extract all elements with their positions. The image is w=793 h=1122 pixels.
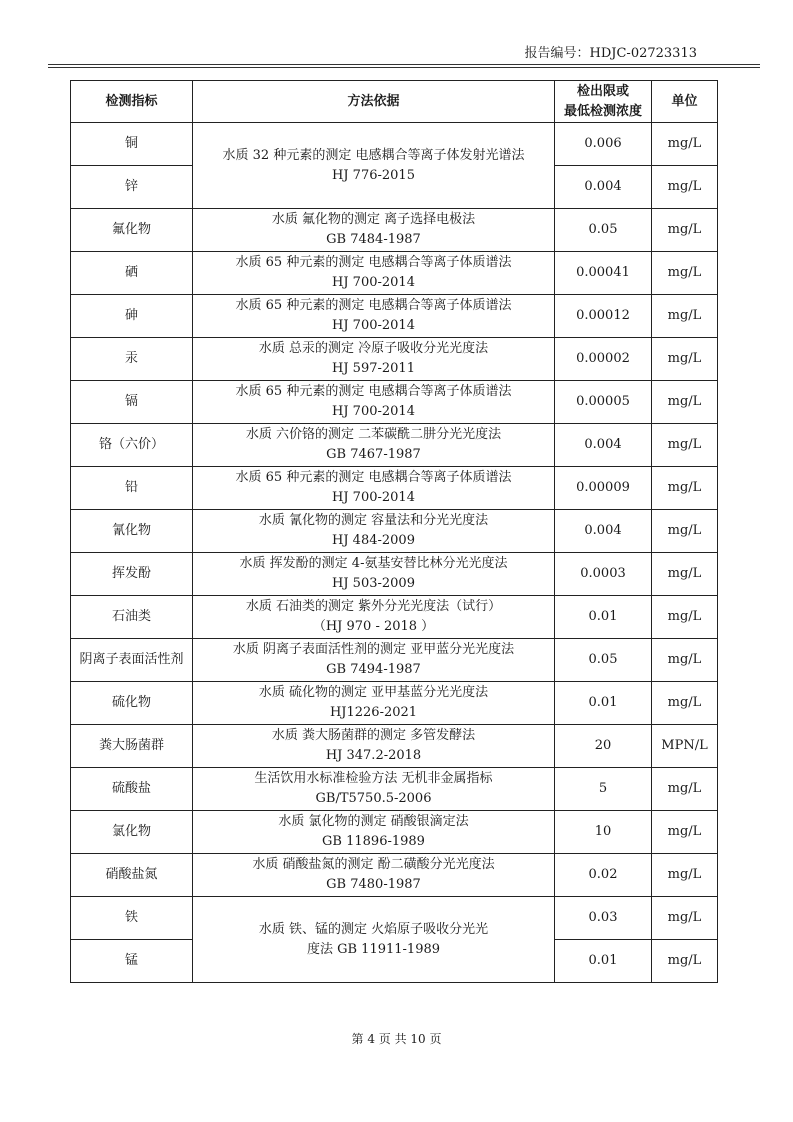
method-cell	[193, 897, 555, 983]
limit-cell: 0.004	[555, 166, 652, 209]
table-row	[71, 639, 718, 682]
method-line1: 水质 石油类的测定 紫外分光光度法（试行）	[245, 599, 502, 614]
table-row	[71, 811, 718, 854]
page-footer: 第 4 页 共 10 页	[351, 1032, 442, 1046]
method-line2: HJ 503-2009	[332, 576, 415, 591]
report-number: 报告编号：HDJC-02723313	[524, 46, 697, 61]
unit-cell: mg/L	[652, 510, 718, 553]
table-row	[71, 682, 718, 725]
table-row	[71, 252, 718, 295]
method-cell	[193, 811, 555, 854]
method-cell	[193, 596, 555, 639]
indicator-cell: 粪大肠菌群	[71, 725, 193, 768]
indicator-cell: 铜	[71, 123, 193, 166]
method-line1: 水质 六价铬的测定 二苯碳酰二肼分光光度法	[245, 427, 502, 442]
method-line2: GB 7467-1987	[326, 447, 421, 462]
method-line2: HJ 484-2009	[332, 533, 415, 548]
method-line2: HJ 700-2014	[332, 275, 415, 290]
table-row	[71, 596, 718, 639]
header-rule-top	[48, 64, 760, 65]
limit-cell: 10	[555, 811, 652, 854]
method-line1: 水质 粪大肠菌群的测定 多管发酵法	[271, 728, 476, 743]
method-line1: 水质 铁、锰的测定 火焰原子吸收分光光	[258, 921, 489, 937]
limit-cell: 0.01	[555, 682, 652, 725]
method-line2: HJ 776-2015	[332, 167, 415, 183]
method-line1: 水质 65 种元素的测定 电感耦合等离子体质谱法	[235, 384, 512, 399]
method-line2: GB/T5750.5-2006	[315, 791, 432, 806]
indicator-cell: 硫酸盐	[71, 768, 193, 811]
limit-cell: 20	[555, 725, 652, 768]
indicator-cell: 锌	[71, 166, 193, 209]
indicator-cell: 硫化物	[71, 682, 193, 725]
unit-cell: mg/L	[652, 768, 718, 811]
method-cell	[193, 682, 555, 725]
unit-cell: mg/L	[652, 295, 718, 338]
header-method: 方法依据	[193, 81, 555, 123]
method-line1: 水质 氯化物的测定 硝酸银滴定法	[278, 814, 469, 829]
method-line2: HJ 700-2014	[332, 318, 415, 333]
test-method-table	[70, 80, 718, 983]
method-cell	[193, 381, 555, 424]
indicator-cell: 氰化物	[71, 510, 193, 553]
table-row	[71, 725, 718, 768]
method-line2: HJ 597-2011	[332, 361, 415, 376]
method-line1: 水质 硝酸盐氮的测定 酚二磺酸分光光度法	[252, 857, 495, 872]
method-line2: GB 7484-1987	[326, 232, 421, 247]
table-row	[71, 381, 718, 424]
unit-cell: mg/L	[652, 467, 718, 510]
header-limit	[555, 81, 652, 123]
unit-cell: mg/L	[652, 940, 718, 983]
table-row	[71, 854, 718, 897]
method-line2: HJ1226-2021	[329, 705, 418, 720]
header-rule-bottom	[48, 67, 760, 68]
unit-cell: mg/L	[652, 596, 718, 639]
indicator-cell: 挥发酚	[71, 553, 193, 596]
method-line2: HJ 700-2014	[332, 490, 415, 505]
method-line1: 水质 32 种元素的测定 电感耦合等离子体发射光谱法	[222, 147, 525, 163]
indicator-cell: 汞	[71, 338, 193, 381]
limit-cell: 0.00041	[555, 252, 652, 295]
unit-cell: mg/L	[652, 424, 718, 467]
limit-cell: 0.00002	[555, 338, 652, 381]
table-row	[71, 424, 718, 467]
table-row	[71, 209, 718, 252]
unit-cell: mg/L	[652, 897, 718, 940]
method-line1: 水质 挥发酚的测定 4-氨基安替比林分光光度法	[239, 556, 508, 571]
indicator-cell: 镉	[71, 381, 193, 424]
table-header-row	[71, 81, 718, 123]
table-row	[71, 553, 718, 596]
method-cell	[193, 553, 555, 596]
method-cell	[193, 768, 555, 811]
table-row	[71, 510, 718, 553]
method-cell	[193, 209, 555, 252]
unit-cell: mg/L	[652, 639, 718, 682]
method-line1: 水质 氟化物的测定 离子选择电极法	[271, 212, 476, 227]
indicator-cell: 氯化物	[71, 811, 193, 854]
limit-cell: 0.01	[555, 940, 652, 983]
indicator-cell: 氟化物	[71, 209, 193, 252]
method-cell	[193, 854, 555, 897]
indicator-cell: 铁	[71, 897, 193, 940]
limit-cell: 0.05	[555, 639, 652, 682]
method-cell	[193, 639, 555, 682]
indicator-cell: 锰	[71, 940, 193, 983]
header-limit-line1: 检出限或	[576, 83, 629, 99]
header-unit: 单位	[652, 81, 718, 123]
table-row	[71, 467, 718, 510]
method-line1: 水质 65 种元素的测定 电感耦合等离子体质谱法	[235, 470, 512, 485]
method-cell	[193, 295, 555, 338]
unit-cell: mg/L	[652, 854, 718, 897]
limit-cell: 0.03	[555, 897, 652, 940]
header-indicator: 检测指标	[71, 81, 193, 123]
table-row	[71, 295, 718, 338]
method-line1: 水质 阴离子表面活性剂的测定 亚甲蓝分光光度法	[232, 642, 515, 657]
indicator-cell: 砷	[71, 295, 193, 338]
method-line1: 水质 65 种元素的测定 电感耦合等离子体质谱法	[235, 298, 512, 313]
table-row	[71, 123, 718, 166]
unit-cell: mg/L	[652, 338, 718, 381]
unit-cell: mg/L	[652, 209, 718, 252]
method-line1: 水质 65 种元素的测定 电感耦合等离子体质谱法	[235, 255, 512, 270]
method-cell	[193, 725, 555, 768]
method-line2: （HJ 970 - 2018 ）	[312, 619, 435, 634]
method-line2: 度法 GB 11911-1989	[306, 941, 441, 957]
indicator-cell: 铅	[71, 467, 193, 510]
limit-cell: 0.004	[555, 510, 652, 553]
method-cell	[193, 123, 555, 209]
header-limit-line2: 最低检测浓度	[563, 103, 642, 119]
limit-cell: 0.05	[555, 209, 652, 252]
limit-cell: 0.02	[555, 854, 652, 897]
method-line2: GB 7494-1987	[326, 662, 421, 677]
limit-cell: 0.01	[555, 596, 652, 639]
method-cell	[193, 252, 555, 295]
indicator-cell: 硒	[71, 252, 193, 295]
method-cell	[193, 510, 555, 553]
indicator-cell: 阴离子表面活性剂	[71, 639, 193, 682]
method-line2: GB 11896-1989	[322, 834, 425, 849]
method-cell	[193, 424, 555, 467]
unit-cell: MPN/L	[652, 725, 718, 768]
indicator-cell: 铬（六价）	[71, 424, 193, 467]
method-line1: 生活饮用水标准检验方法 无机非金属指标	[254, 771, 493, 786]
indicator-cell: 石油类	[71, 596, 193, 639]
method-cell	[193, 467, 555, 510]
table-row	[71, 897, 718, 940]
limit-cell: 0.00012	[555, 295, 652, 338]
limit-cell: 0.006	[555, 123, 652, 166]
method-line2: GB 7480-1987	[326, 877, 421, 892]
limit-cell: 0.00009	[555, 467, 652, 510]
method-line1: 水质 硫化物的测定 亚甲基蓝分光光度法	[258, 685, 489, 700]
limit-cell: 5	[555, 768, 652, 811]
unit-cell: mg/L	[652, 682, 718, 725]
table-row	[71, 338, 718, 381]
limit-cell: 0.00005	[555, 381, 652, 424]
limit-cell: 0.004	[555, 424, 652, 467]
method-line1: 水质 氰化物的测定 容量法和分光光度法	[258, 513, 489, 528]
unit-cell: mg/L	[652, 252, 718, 295]
limit-cell: 0.0003	[555, 553, 652, 596]
method-line1: 水质 总汞的测定 冷原子吸收分光光度法	[258, 341, 489, 356]
method-cell	[193, 338, 555, 381]
method-line2: HJ 347.2-2018	[325, 748, 422, 763]
indicator-cell: 硝酸盐氮	[71, 854, 193, 897]
unit-cell: mg/L	[652, 553, 718, 596]
unit-cell: mg/L	[652, 166, 718, 209]
unit-cell: mg/L	[652, 811, 718, 854]
unit-cell: mg/L	[652, 123, 718, 166]
method-line2: HJ 700-2014	[332, 404, 415, 419]
table-row	[71, 768, 718, 811]
unit-cell: mg/L	[652, 381, 718, 424]
